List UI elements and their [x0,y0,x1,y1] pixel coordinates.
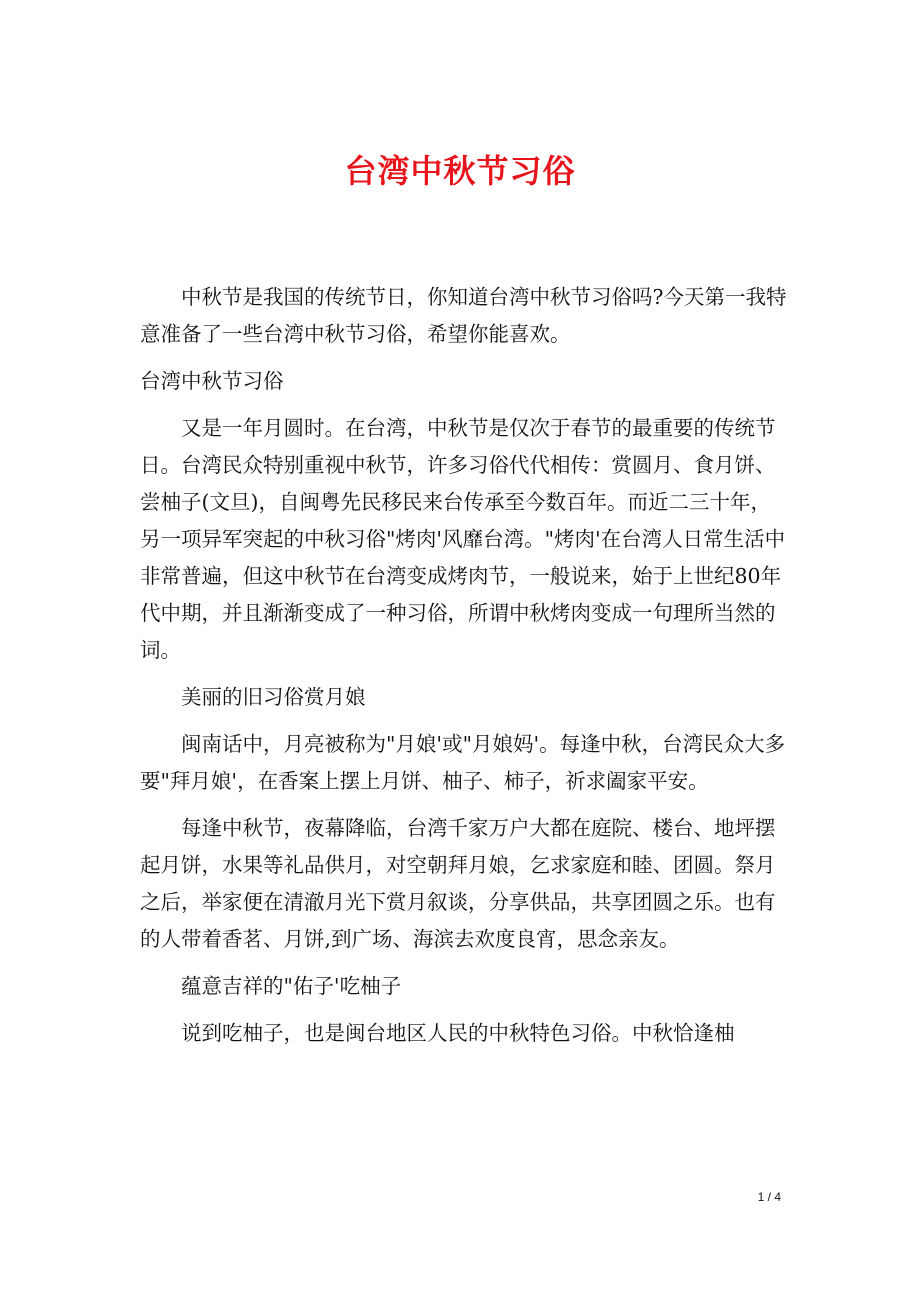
subheading-moon-viewing: 美丽的旧习俗赏月娘 [181,685,366,709]
paragraph-overview: 又是一年月圆时。在台湾，中秋节是仅次于春节的最重要的传统节日。台湾民众特别重视中秋节，许多习俗代代相传：赏圆月、食月饼、尝柚子(文旦)，自闽粤先民移民来台传承至今数百年。而近二三十年，另一项异军突起的中秋习俗"烤肉'风靡台湾。"烤肉'在台湾人日常生活中非常普遍，但这中秋节在台湾变成烤肉节，一般说来，始于上世纪80年代中期，并且渐渐变成了一种习俗，所谓中秋烤肉变成一句理所当然的词。 [140,416,786,662]
paragraph-mid-autumn-night: 每逢中秋节，夜幕降临，台湾千家万户大都在庭院、楼台、地坪摆起月饼，水果等礼品供月，对空朝拜月娘，乞求家庭和睦、团圆。祭月之后，举家便在清澈月光下赏月叙谈，分享供品，共享团圆之乐。也有的人带着香茗、月饼,到广场、海滨去欢度良宵，思念亲友。 [140,816,776,951]
page-number: 1 / 4 [757,1190,781,1204]
paragraph-pomelo: 说到吃柚子，也是闽台地区人民的中秋特色习俗。中秋恰逢柚 [181,1021,735,1045]
document-body [140,279,790,1062]
paragraph-intro: 中秋节是我国的传统节日，你知道台湾中秋节习俗吗?今天第一我特意准备了一些台湾中秋节习俗，希望你能喜欢。 [140,285,787,346]
page-title: 台湾中秋节习俗 [344,152,576,190]
section-heading: 台湾中秋节习俗 [140,369,284,393]
paragraph-moon-worship: 闽南话中，月亮被称为"月娘'或"月娘妈'。每逢中秋，台湾民众大多要"拜月娘'，在香案上摆上月饼、柚子、柿子，祈求阖家平安。 [140,732,786,793]
subheading-pomelo: 蕴意吉祥的"佑子'吃柚子 [181,974,402,998]
